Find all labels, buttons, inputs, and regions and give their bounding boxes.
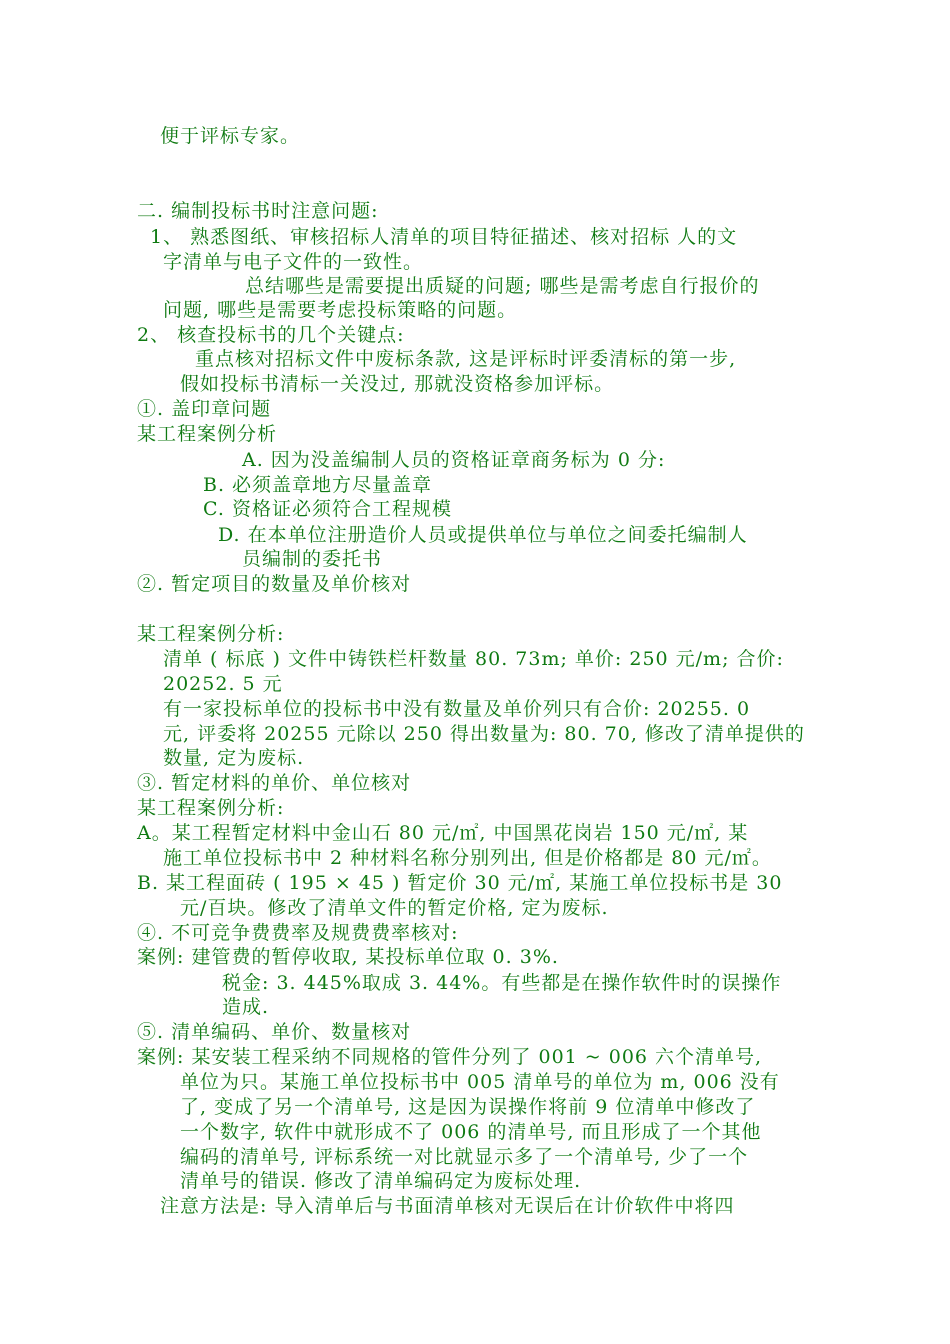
text-line: 问题, 哪些是需要考虑投标策略的问题。 — [163, 299, 518, 321]
text-line: 案例: 建管费的暂停收取, 某投标单位取 0. 3%. — [137, 946, 559, 968]
text-line: 字清单与电子文件的一致性。 — [163, 251, 424, 273]
text-line: 清单号的错误. 修改了清单编码定为废标处理. — [180, 1170, 582, 1192]
text-line: 某工程案例分析: — [137, 623, 285, 645]
text-line: 清单 ( 标底 ) 文件中铸铁栏杆数量 80. 73m; 单价: 250 元/m; 合价: — [163, 648, 784, 670]
text-line: 了, 变成了另一个清单号, 这是因为误操作将前 9 位清单中修改了 — [180, 1096, 756, 1118]
text-line: 造成. — [222, 996, 270, 1018]
text-line: C. 资格证必须符合工程规模 — [203, 498, 452, 520]
text-line: 施工单位投标书中 2 种材料名称分别列出, 但是价格都是 80 元/㎡。 — [163, 847, 772, 869]
text-line: 20252. 5 元 — [163, 673, 283, 695]
text-line: 某工程案例分析: — [137, 797, 285, 819]
text-line: B. 必须盖章地方尽量盖章 — [203, 474, 433, 496]
text-line: 重点核对招标文件中废标条款, 这是评标时评委清标的第一步, — [195, 348, 737, 370]
sub-heading: ①. 盖印章问题 — [137, 398, 272, 420]
text-line: 总结哪些是需要提出质疑的问题; 哪些是需考虑自行报价的 — [245, 275, 760, 297]
text-line: 某工程案例分析 — [137, 423, 278, 445]
text-line: 案例: 某安装工程采纳不同规格的管件分列了 001 ~ 006 六个清单号, — [137, 1046, 763, 1068]
section-heading: 二. 编制投标书时注意问题: — [137, 200, 379, 222]
text-line: 单位为只。某施工单位投标书中 005 清单号的单位为 m, 006 没有 — [180, 1071, 780, 1093]
sub-heading: ④. 不可竞争费费率及规费费率核对: — [137, 922, 459, 944]
text-line: A。某工程暂定材料中金山石 80 元/㎡, 中国黑花岗岩 150 元/㎡, 某 — [137, 822, 749, 844]
text-line: 编码的清单号, 评标系统一对比就显示多了一个清单号, 少了一个 — [180, 1146, 749, 1168]
text-line: 注意方法是: 导入清单后与书面清单核对无误后在计价软件中将四 — [160, 1195, 735, 1217]
text-line: B. 某工程面砖 ( 195 × 45 ) 暂定价 30 元/㎡, 某施工单位投标书是 30 — [137, 872, 783, 894]
text-line: 有一家投标单位的投标书中没有数量及单价列只有合价: 20255. 0 — [163, 698, 751, 720]
text-line: 假如投标书清标一关没过, 那就没资格参加评标。 — [180, 373, 615, 395]
sub-heading: ③. 暂定材料的单价、单位核对 — [137, 772, 412, 794]
text-line: 便于评标专家。 — [160, 125, 301, 147]
text-line: 元/百块。修改了清单文件的暂定价格, 定为废标. — [180, 897, 609, 919]
text-line: D. 在本单位注册造价人员或提供单位与单位之间委托编制人 — [218, 524, 748, 546]
sub-heading: ⑤. 清单编码、单价、数量核对 — [137, 1021, 412, 1043]
text-line: 一个数字, 软件中就形成不了 006 的清单号, 而且形成了一个其他 — [180, 1121, 762, 1143]
text-line: 1、 熟悉图纸、审核招标人清单的项目特征描述、核对招标 人的文 — [150, 226, 738, 248]
text-line: 数量, 定为废标. — [163, 747, 305, 769]
text-line: 税金: 3. 445%取成 3. 44%。有些都是在操作软件时的误操作 — [222, 972, 782, 994]
text-line: A. 因为没盖编制人员的资格证章商务标为 0 分: — [242, 449, 666, 471]
text-line: 员编制的委托书 — [242, 548, 383, 570]
text-line: 元, 评委将 20255 元除以 250 得出数量为: 80. 70, 修改了清单提供的 — [163, 723, 805, 745]
sub-heading: ②. 暂定项目的数量及单价核对 — [137, 573, 412, 595]
text-line: 2、 核查投标书的几个关键点: — [137, 324, 405, 346]
